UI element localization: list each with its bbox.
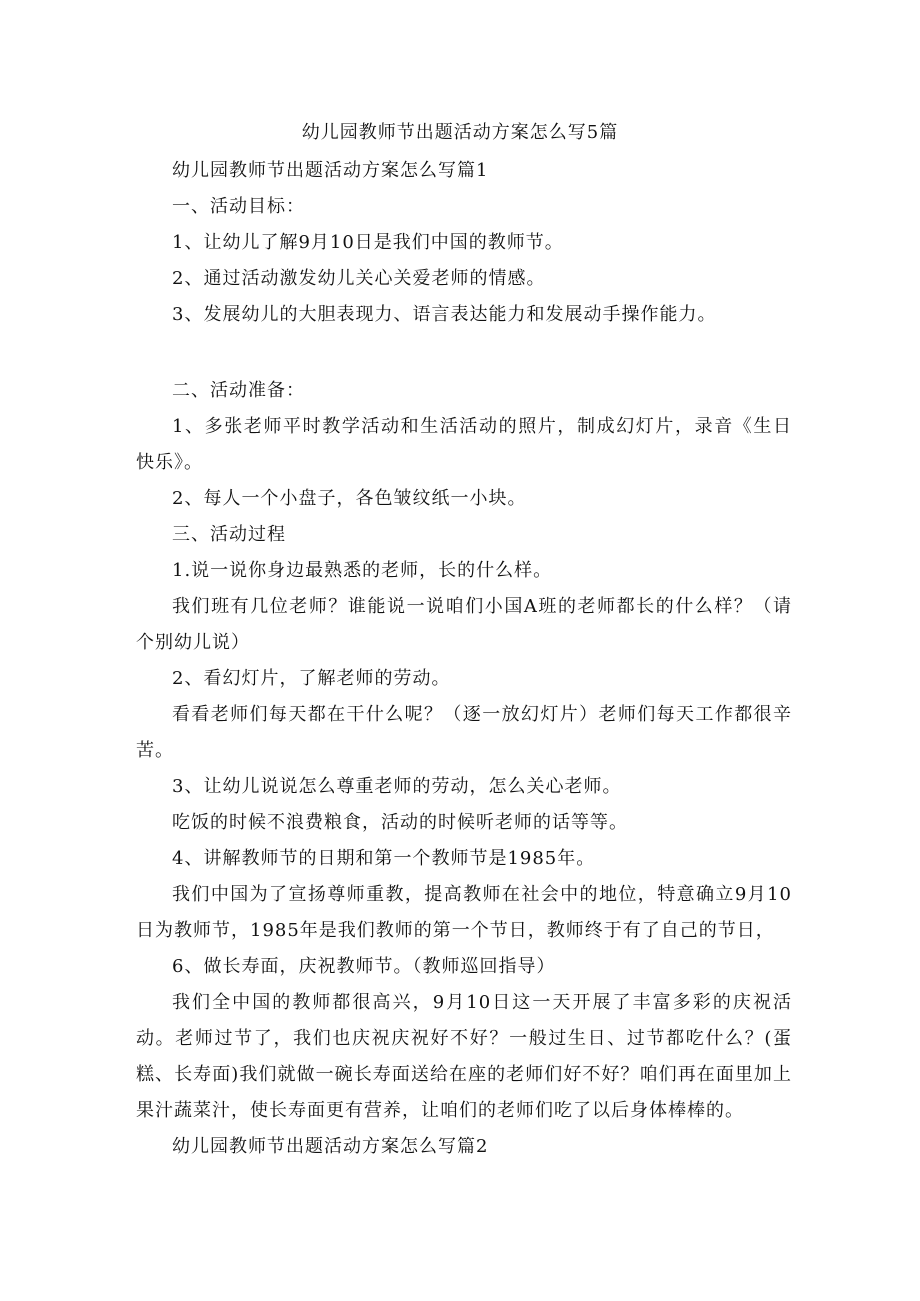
heading-activity-preparation: 二、活动准备： xyxy=(172,380,305,401)
process-paragraph: 吃饭的时候不浪费粮食，活动的时候听老师的话等等。 xyxy=(172,812,628,833)
preparation-item: 1、多张老师平时教学活动和生活活动的照片，制成幻灯片，录音《生日快乐》。 xyxy=(136,416,792,473)
goal-item: 3、发展幼儿的大胆表现力、语言表达能力和发展动手操作能力。 xyxy=(172,304,717,325)
process-paragraph: 我们中国为了宣扬尊师重教，提高教师在社会中的地位，特意确立9月10日为教师节，1985年是我们教师的第一个节日，教师终于有了自己的节日， xyxy=(136,884,792,941)
process-step: 1.说一说你身边最熟悉的老师，长的什么样。 xyxy=(172,560,553,581)
document-title: 幼儿园教师节出题活动方案怎么写5篇 xyxy=(301,122,619,143)
process-step: 3、让幼儿说说怎么尊重老师的劳动，怎么关心老师。 xyxy=(172,776,622,797)
goal-item: 1、让幼儿了解9月10日是我们中国的教师节。 xyxy=(172,232,564,253)
section-heading-part-1: 幼儿园教师节出题活动方案怎么写篇1 xyxy=(172,160,489,181)
document-body xyxy=(136,153,792,1165)
preparation-item: 2、每人一个小盘子，各色皱纹纸一小块。 xyxy=(172,488,527,509)
process-step: 2、看幻灯片，了解老师的劳动。 xyxy=(172,668,451,689)
goal-item: 2、通过活动激发幼儿关心关爱老师的情感。 xyxy=(172,268,546,289)
heading-activity-goals: 一、活动目标： xyxy=(172,196,305,217)
paragraph-gap xyxy=(136,333,792,373)
process-paragraph: 看看老师们每天都在干什么呢？（逐一放幻灯片）老师们每天工作都很辛苦。 xyxy=(136,704,792,761)
heading-activity-process: 三、活动过程 xyxy=(172,524,286,545)
process-step: 6、做长寿面，庆祝教师节。（教师巡回指导） xyxy=(172,956,556,977)
process-paragraph: 我们全中国的教师都很高兴，9月10日这一天开展了丰富多彩的庆祝活动。老师过节了，我们也庆祝庆祝好不好？一般过生日、过节都吃什么？(蛋糕、长寿面)我们就做一碗长寿面送给在座的老师们好不好？咱们再在面里加上果汁蔬菜汁，使长寿面更有营养，让咱们的老师们吃了以后身体棒棒的。 xyxy=(136,992,792,1121)
process-paragraph: 我们班有几位老师？谁能说一说咱们小国A班的老师都长的什么样？（请个别幼儿说） xyxy=(136,596,792,653)
process-step: 4、讲解教师节的日期和第一个教师节是1985年。 xyxy=(172,848,596,869)
section-heading-part-2: 幼儿园教师节出题活动方案怎么写篇2 xyxy=(172,1136,489,1157)
